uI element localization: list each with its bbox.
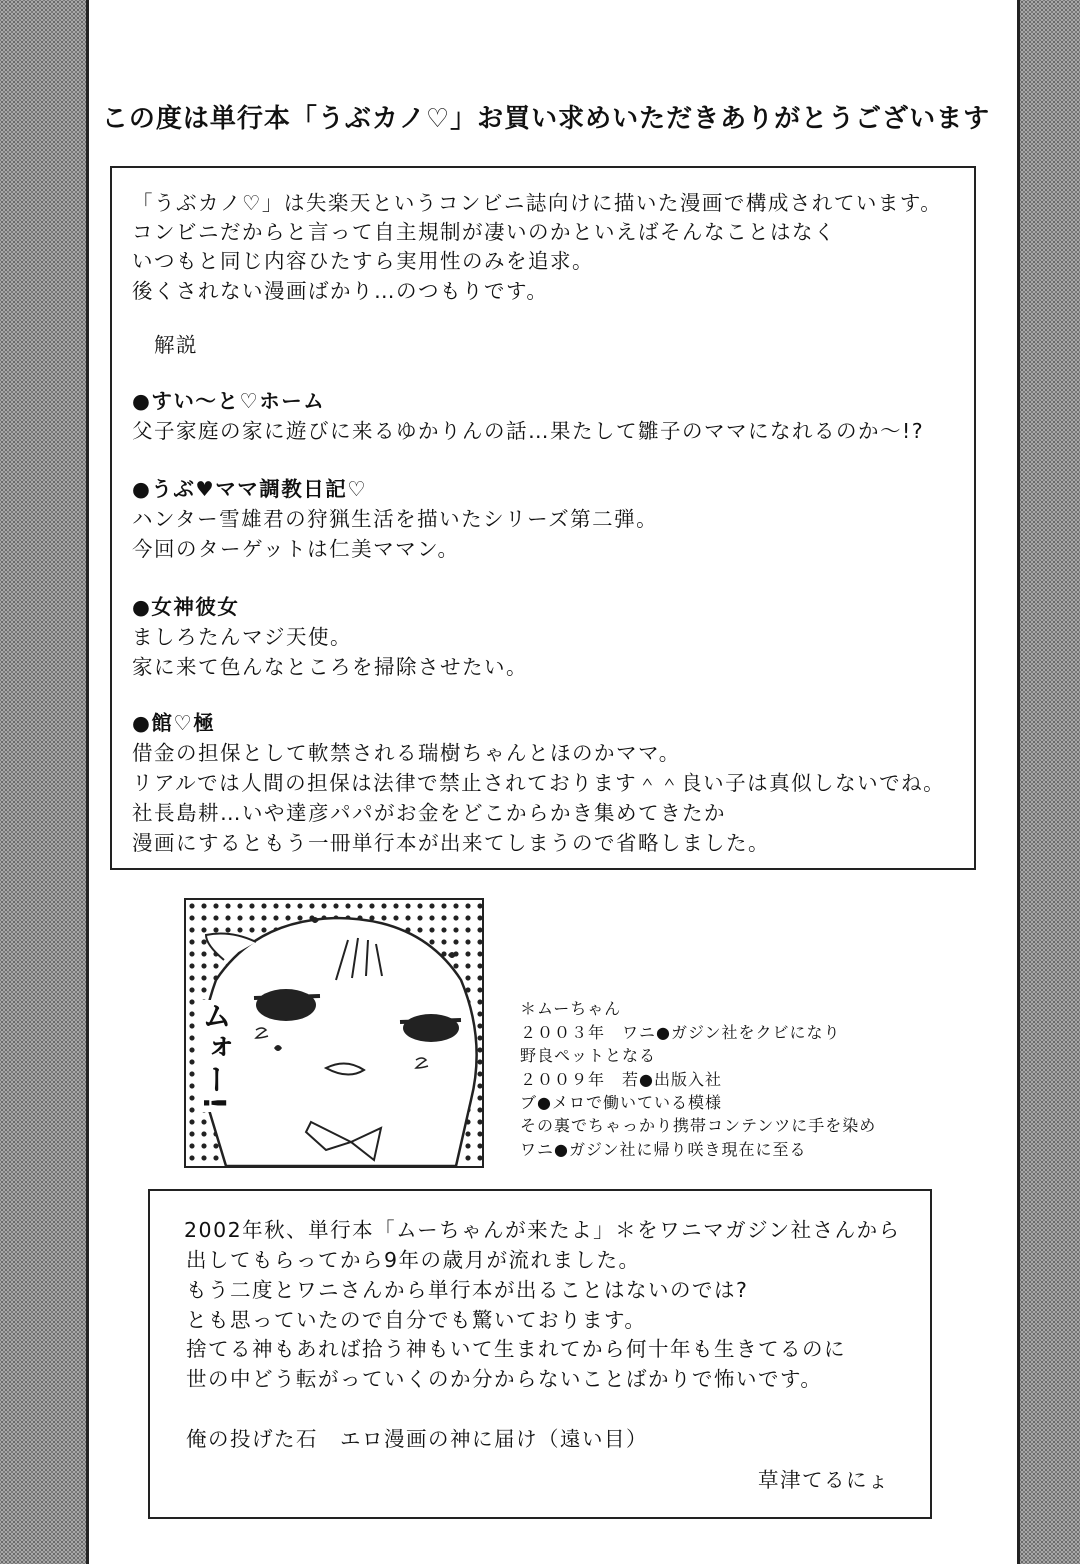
afterword-line: 出してもらってから9年の歳月が流れました。 [186,1248,641,1272]
character-note-line: 野良ペットとなる [520,1046,657,1065]
commentary-heading: 解説 [154,333,198,357]
afterword-box [148,1189,932,1519]
mu-chan-illustration [184,898,484,1168]
story-line: 漫画にするともう一冊単行本が出来てしまうので省略しました。 [132,831,770,855]
afterword-line: 世の中どう転がっていくのか分からないことばかりで怖いです。 [186,1367,823,1391]
story-title: ●女神彼女 [132,595,240,619]
story-title: ●すい～と♡ホーム [132,389,326,413]
intro-line: 後くされない漫画ばかり…のつもりです。 [132,279,549,303]
story-line: 借金の担保として軟禁される瑞樹ちゃんとほのかママ。 [132,741,681,765]
story-line: ハンター雪雄君の狩猟生活を描いたシリーズ第二弾。 [132,507,659,531]
story-title: ●うぶ♥ママ調教日記♡ [132,477,368,501]
character-note-line: ブ●メロで働いている模様 [520,1093,722,1112]
story-line: リアルでは人間の担保は法律で禁止されております＾＾良い子は真似しないでね。 [132,771,946,795]
afterword-line: もう二度とワニさんから単行本が出ることはないのでは? [186,1278,749,1302]
afterword-line: とも思っていたので自分でも驚いております。 [186,1308,647,1332]
screentone-border-right [1017,0,1080,1564]
character-note-line: その裏でちゃっかり携帯コンテンツに手を染め [520,1116,877,1135]
afterword-line: 俺の投げた石 エロ漫画の神に届け（遠い目） [186,1427,648,1451]
story-line: ましろたんマジ天使。 [132,625,352,649]
story-line: 父子家庭の家に遊びに来るゆかりんの話…果たして雛子のママになれるのか～!? [132,419,925,443]
intro-line: 「うぶカノ♡」は失楽天というコンビニ誌向けに描いた漫画で構成されています。 [132,191,943,215]
afterword-line: 2002年秋、単行本「ムーちゃんが来たよ」＊をワニマガジン社さんから [184,1218,901,1242]
intro-line: コンビニだからと言って自主規制が凄いのかといえばそんなことはなく [132,220,836,244]
character-note-line: ２００９年 若●出版入社 [520,1070,722,1089]
character-note-line: ２００３年 ワニ●ガジン社をクビになり [520,1023,841,1042]
character-note-line: ワニ●ガジン社に帰り咲き現在に至る [520,1140,807,1159]
intro-line: いつもと同じ内容ひたすら実用性のみを追求。 [132,249,594,273]
screentone-border-left [0,0,89,1564]
story-line: 家に来て色んなところを掃除させたい。 [132,655,528,679]
illustration-sfx: ムォー! [196,1000,231,1112]
afterword-line: 捨てる神もあれば拾う神もいて生まれてから何十年も生きてるのに [186,1337,846,1361]
character-note-line: ＊ムーちゃん [520,999,622,1018]
page-title: この度は単行本「うぶカノ♡」お買い求めいただきありがとうございます [101,104,991,134]
story-line: 今回のターゲットは仁美ママン。 [132,537,460,561]
author-signature: 草津てるにょ [758,1468,890,1492]
story-title: ●館♡極 [132,711,216,735]
story-line: 社長島耕…いや達彦パパがお金をどこからかき集めてきたか [132,801,726,825]
commentary-box [110,166,976,870]
